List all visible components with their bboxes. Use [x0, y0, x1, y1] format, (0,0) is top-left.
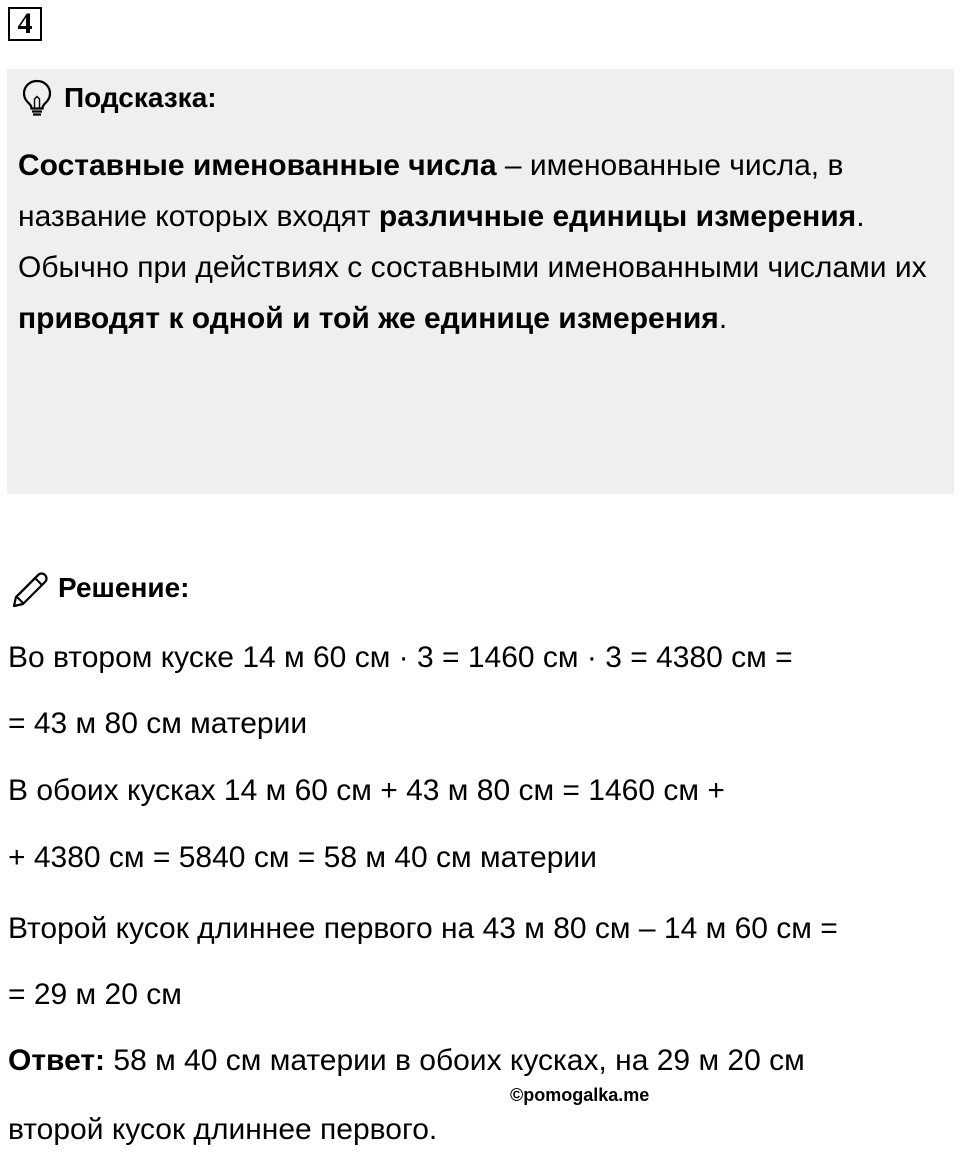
hint-text: .	[718, 302, 728, 335]
solution-line-2: = 43 м 80 см материи	[8, 707, 308, 740]
lightbulb-icon	[20, 78, 54, 118]
answer-text: 58 м 40 см материи в обоих кусках, на 29 м 20 см	[105, 1044, 805, 1077]
solution-line-3: В обоих кусках 14 м 60 см + 43 м 80 см = 1460 см +	[8, 774, 725, 807]
answer-line-2: второй кусок длиннее первого.	[8, 1113, 438, 1146]
hint-text: .	[856, 200, 865, 233]
solution-title: Решение:	[58, 572, 190, 603]
hint-term: Составные именованные числа	[18, 149, 497, 182]
pencil-icon	[8, 566, 52, 610]
solution-line-4: + 4380 см = 5840 см = 58 м 40 см материи	[8, 841, 597, 874]
hint-text: Обычно при действиях с составными именованными числами их	[18, 251, 927, 284]
hint-text: – именованные числа, в название которых входят	[18, 149, 844, 233]
answer-line-1	[8, 1043, 805, 1079]
solution-line-5: Второй кусок длиннее первого на 43 м 80 см – 14 м 60 см =	[8, 912, 838, 945]
hint-paragraph-definition	[18, 140, 938, 242]
hint-title: Подсказка:	[64, 82, 217, 113]
solution-header	[8, 565, 189, 611]
hint-paragraph-rule	[18, 242, 938, 344]
hint-emphasis: различные единицы измерения	[378, 200, 857, 233]
hint-header	[20, 78, 217, 118]
solution-line-6: = 29 м 20 см	[8, 978, 182, 1011]
task-number-badge: 4	[8, 7, 42, 41]
hint-body	[18, 140, 938, 344]
answer-label: Ответ:	[8, 1044, 106, 1077]
hint-emphasis: приводят к одной и той же единице измерения	[18, 302, 719, 335]
solution-line-1: Во втором куске 14 м 60 см · 3 = 1460 см · 3 = 4380 см =	[8, 641, 793, 674]
watermark: ©pomogalka.me	[510, 1085, 650, 1105]
